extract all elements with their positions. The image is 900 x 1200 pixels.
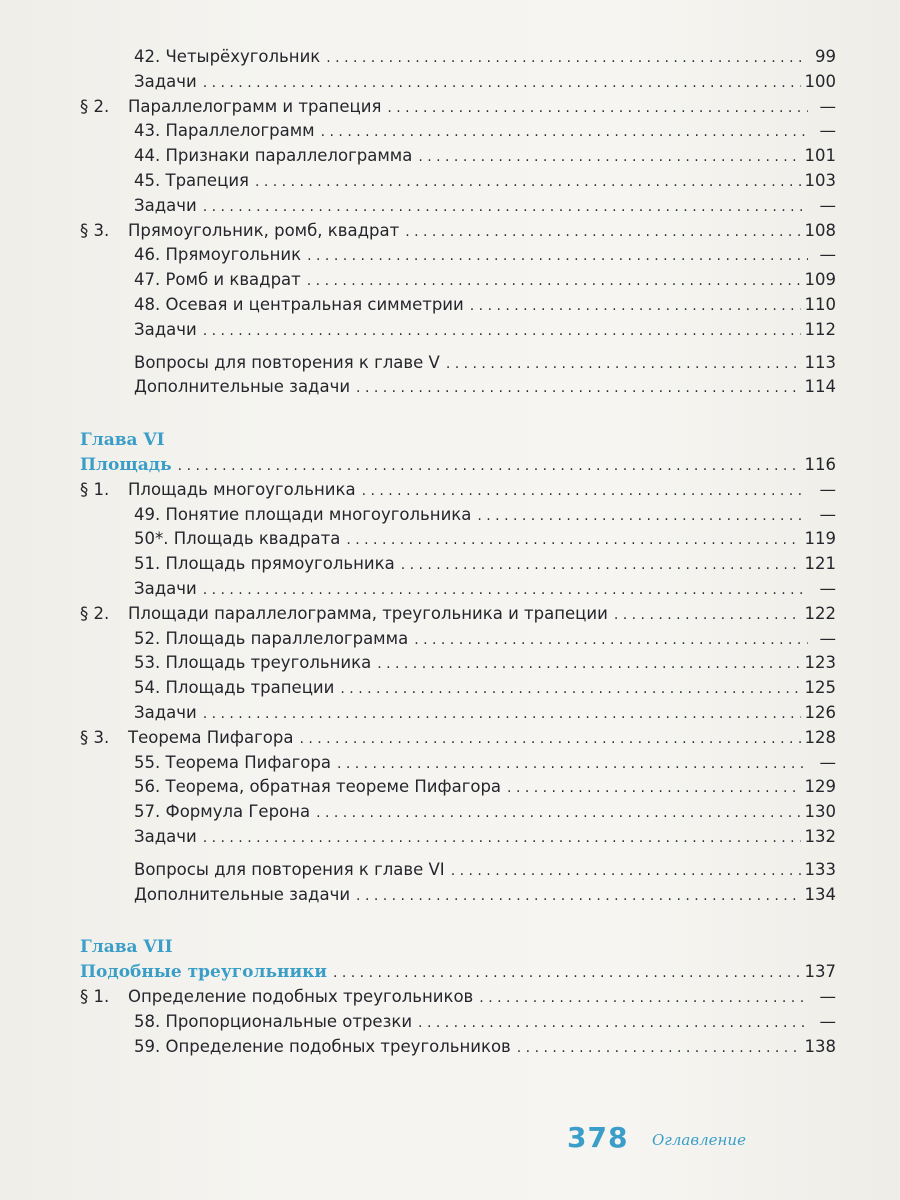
toc-entry [80, 502, 836, 528]
section-number: § 3. [80, 727, 110, 747]
toc-entry [80, 576, 836, 602]
entry-page: — [819, 579, 836, 598]
dot-leader [470, 292, 801, 319]
entry-page: — [819, 987, 836, 1006]
dot-leader [340, 675, 800, 702]
dot-leader [477, 502, 808, 529]
toc-entry [80, 452, 836, 478]
section-number: § 2. [80, 603, 110, 623]
entry-page: — [819, 628, 836, 648]
entry-title: 47. Ромб и квадрат [134, 270, 301, 290]
dot-leader [418, 1009, 808, 1036]
entry-page: 103 [804, 171, 836, 190]
entry-page: 110 [804, 295, 836, 314]
chapter-label: Глава VII [80, 937, 173, 958]
toc-entry [80, 601, 836, 627]
dot-leader [203, 193, 808, 220]
entry-title: 53. Площадь треугольника [134, 653, 372, 673]
dot-leader [203, 317, 801, 344]
entry-title: 46. Прямоугольник [134, 245, 302, 265]
entry-page: 138 [804, 1036, 836, 1056]
toc-entry [80, 242, 836, 268]
entry-title: 57. Формула Герона [134, 802, 311, 822]
toc-entry [80, 750, 836, 776]
dot-leader [507, 774, 800, 801]
entry-page: — [819, 504, 836, 524]
toc-entry [80, 168, 836, 194]
dot-leader [517, 1034, 801, 1061]
dot-leader [614, 601, 801, 628]
entry-title: Задачи [134, 319, 197, 339]
dot-leader [255, 168, 801, 195]
entry-page: 130 [804, 802, 836, 822]
dot-leader [178, 452, 801, 479]
toc-entry [80, 267, 836, 293]
entry-page: 113 [804, 352, 836, 372]
toc-entry [80, 477, 836, 503]
entry-page: 129 [804, 777, 836, 797]
toc-entry [80, 143, 836, 169]
entry-title: Прямоугольник, ромб, квадрат [128, 220, 400, 240]
toc-entry [80, 44, 836, 70]
toc-entry [80, 218, 836, 244]
dot-leader [337, 750, 808, 777]
entry-title: Дополнительные задачи [134, 377, 351, 397]
entry-title: 50*. Площадь квадрата [134, 529, 341, 549]
dot-leader [326, 44, 808, 71]
entry-page: 133 [804, 859, 836, 879]
entry-title: Дополнительные задачи [134, 884, 351, 904]
entry-title: 52. Площадь параллелограмма [134, 628, 409, 648]
entry-page: 121 [804, 554, 836, 574]
toc-entry [80, 959, 836, 985]
entry-page: 123 [804, 653, 836, 673]
entry-title: Площади параллелограмма, треугольника и трапеции [128, 603, 608, 623]
dot-leader [307, 267, 801, 294]
dot-leader [479, 984, 808, 1011]
entry-title: Теорема Пифагора [128, 727, 294, 747]
entry-title: 54. Площадь трапеции [134, 678, 335, 698]
entry-title: 56. Теорема, обратная теореме Пифагора [134, 777, 502, 797]
entry-page: 134 [804, 884, 836, 904]
section-number: § 3. [80, 220, 110, 240]
toc-entry [80, 317, 836, 343]
entry-page: — [819, 96, 836, 116]
dot-leader [299, 725, 800, 752]
dot-leader [203, 576, 808, 603]
entry-title: Площадь [80, 455, 172, 475]
entry-title: Вопросы для повторения к главе V [134, 352, 440, 372]
toc-entry [80, 725, 836, 751]
entry-page: 126 [804, 703, 836, 722]
dot-leader [346, 526, 800, 553]
entry-page: 125 [804, 678, 836, 698]
entry-title: 49. Понятие площади многоугольника [134, 504, 472, 524]
entry-title: 59. Определение подобных треугольников [134, 1036, 511, 1056]
toc-entry [80, 69, 836, 95]
toc-entry [80, 118, 836, 144]
entry-page: — [819, 121, 836, 141]
entry-page: — [819, 195, 836, 215]
entry-title: Вопросы для повторения к главе VI [134, 859, 445, 879]
section-number: § 1. [80, 479, 110, 499]
entry-title: Задачи [134, 71, 197, 91]
dot-leader [418, 143, 800, 170]
section-number: § 1. [80, 987, 110, 1006]
entry-title: 48. Осевая и центральная симметрии [134, 295, 464, 314]
dot-leader [307, 242, 808, 269]
entry-title: 45. Трапеция [134, 171, 249, 190]
toc-entry [80, 857, 836, 883]
entry-page: 122 [804, 603, 836, 623]
toc-entry [80, 675, 836, 701]
entry-title: 55. Теорема Пифагора [134, 752, 331, 772]
toc-entry [80, 1034, 836, 1060]
toc-entry [80, 700, 836, 726]
toc-entry [80, 882, 836, 908]
toc-entry [80, 626, 836, 652]
dot-leader [203, 69, 801, 96]
dot-leader [377, 650, 800, 677]
entry-page: 137 [804, 962, 836, 982]
chapter-label: Глава VI [80, 430, 165, 451]
toc-entry [80, 551, 836, 577]
entry-title: Задачи [134, 703, 197, 722]
dot-leader [316, 799, 800, 826]
dot-leader [405, 218, 800, 245]
entry-title: 43. Параллелограмм [134, 121, 315, 141]
section-number: § 2. [80, 96, 110, 116]
toc-entry [80, 984, 836, 1010]
toc-entry [80, 824, 836, 850]
dot-leader [203, 824, 801, 851]
entry-title: Подобные треугольники [80, 962, 327, 983]
toc-entry [80, 374, 836, 400]
entry-title: Задачи [134, 579, 197, 598]
toc-entry [80, 292, 836, 318]
dot-leader [321, 118, 808, 145]
toc-entry [80, 1009, 836, 1035]
entry-title: Определение подобных треугольников [128, 987, 474, 1006]
dot-leader [387, 94, 808, 121]
entry-page: — [819, 479, 836, 499]
entry-title: 58. Пропорциональные отрезки [134, 1011, 413, 1031]
dot-leader [333, 959, 801, 986]
entry-page: 100 [804, 71, 836, 91]
toc-entry [80, 350, 836, 376]
dot-leader [362, 477, 808, 504]
entry-title: Параллелограмм и трапеция [128, 96, 382, 116]
entry-page: 108 [804, 220, 836, 240]
entry-page: 101 [804, 146, 836, 166]
toc-entry [80, 650, 836, 676]
toc-entry [80, 94, 836, 120]
dot-leader [401, 551, 801, 578]
entry-title: Задачи [134, 195, 197, 215]
toc-entry [80, 799, 836, 825]
dot-leader [414, 626, 808, 653]
entry-title: 44. Признаки параллелограмма [134, 146, 413, 166]
entry-page: 128 [804, 727, 836, 747]
toc-entry [80, 774, 836, 800]
entry-page: — [819, 752, 836, 772]
entry-page: 119 [804, 529, 836, 549]
toc-entry [80, 193, 836, 219]
dot-leader [451, 857, 801, 884]
entry-page: 132 [804, 827, 836, 846]
entry-title: Задачи [134, 827, 197, 846]
running-footer-label: Оглавление [652, 1131, 746, 1149]
dot-leader [446, 350, 801, 377]
entry-page: 114 [804, 377, 836, 397]
entry-page: — [819, 1011, 836, 1031]
dot-leader [356, 882, 800, 909]
dot-leader [356, 374, 800, 401]
entry-page: 112 [804, 319, 836, 339]
entry-page: 109 [804, 270, 836, 290]
entry-page: 99 [815, 47, 836, 66]
entry-page: 116 [804, 455, 836, 474]
entry-page: — [819, 245, 836, 265]
toc-entry [80, 526, 836, 552]
dot-leader [203, 700, 801, 727]
entry-title: 42. Четырёхугольник [134, 47, 321, 66]
entry-title: Площадь многоугольника [128, 479, 356, 499]
entry-title: 51. Площадь прямоугольника [134, 554, 395, 574]
page-number: 378 [567, 1121, 629, 1154]
